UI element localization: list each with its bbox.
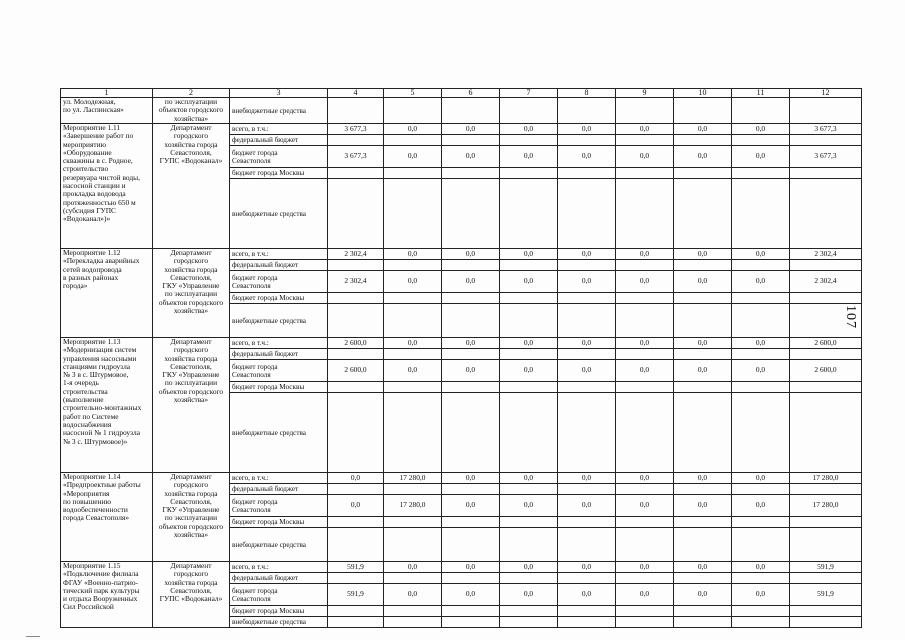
value-cell: 17 280,0 [790,495,862,517]
value-cell: 2 302,4 [328,271,384,293]
value-cell: 0,0 [616,249,674,260]
funding-source: бюджет города Москвы [230,382,328,393]
value-cell [442,393,500,473]
measure-description: Мероприятие 1.15 «Подключение филиала ФГАУ «Военно-патрио- тический парк культуры и отдыха Вооруженных Сил Российской [61,562,153,628]
value-cell [674,98,732,124]
value-cell [442,528,500,562]
measure-description: Мероприятие 1.11 «Завершение работ по мероприятию «Оборудование скважины в с. Родное, строительство резервуара чистой воды, насосной станции и прокладка водовода протяженностью 650 м (субсидия ГУПС «Водоканал»)» [61,124,153,249]
scan-mark [26,636,40,637]
value-cell [616,135,674,146]
value-cell [558,98,616,124]
carryover-row [61,98,862,124]
value-cell [442,349,500,360]
table-row [61,338,862,349]
value-cell [500,617,558,628]
value-cell [674,304,732,338]
value-cell: 0,0 [732,562,790,573]
value-cell [328,484,384,495]
value-cell [674,349,732,360]
value-cell: 2 600,0 [790,338,862,349]
value-cell [328,517,384,528]
value-cell [328,168,384,179]
value-cell: 3 677,3 [790,124,862,135]
value-cell [328,98,384,124]
funding-source: внебюджетные средства [230,179,328,249]
value-cell [674,528,732,562]
value-cell [328,293,384,304]
value-cell: 0,0 [500,495,558,517]
value-cell: 0,0 [674,584,732,606]
column-header: 7 [500,89,558,98]
value-cell [328,393,384,473]
executor: по эксплуатации объектов городского хозяйства» [153,98,230,124]
value-cell [732,304,790,338]
value-cell: 0,0 [732,584,790,606]
value-cell [674,393,732,473]
page-number: 107 [843,305,858,329]
column-header: 2 [153,89,230,98]
funding-source: всего, в т.ч.: [230,473,328,484]
value-cell: 0,0 [732,495,790,517]
value-cell [442,304,500,338]
funding-source: всего, в т.ч.: [230,338,328,349]
value-cell: 0,0 [328,495,384,517]
value-cell [500,484,558,495]
value-cell [616,304,674,338]
value-cell [790,393,862,473]
value-cell [384,617,442,628]
value-cell [616,349,674,360]
value-cell: 17 280,0 [384,473,442,484]
value-cell: 0,0 [732,338,790,349]
value-cell [790,382,862,393]
value-cell [500,260,558,271]
value-cell: 0,0 [558,495,616,517]
funding-source: федеральный бюджет [230,484,328,495]
value-cell: 0,0 [674,124,732,135]
value-cell: 0,0 [442,271,500,293]
value-cell [328,135,384,146]
value-cell [732,393,790,473]
value-cell: 0,0 [558,584,616,606]
value-cell [732,484,790,495]
column-header: 10 [674,89,732,98]
funding-source: бюджет города Москвы [230,606,328,617]
value-cell [558,382,616,393]
value-cell: 0,0 [616,562,674,573]
value-cell: 0,0 [558,249,616,260]
value-cell [558,617,616,628]
column-header: 1 [61,89,153,98]
value-cell: 0,0 [674,338,732,349]
value-cell: 0,0 [732,360,790,382]
value-cell: 0,0 [500,271,558,293]
value-cell: 2 302,4 [790,271,862,293]
value-cell [558,293,616,304]
value-cell [442,484,500,495]
value-cell: 0,0 [558,338,616,349]
value-cell [732,293,790,304]
value-cell [558,573,616,584]
value-cell [328,573,384,584]
value-cell: 0,0 [674,562,732,573]
value-cell [616,528,674,562]
value-cell [790,293,862,304]
value-cell: 3 677,3 [328,124,384,135]
value-cell: 0,0 [558,124,616,135]
value-cell [732,179,790,249]
value-cell [616,293,674,304]
funding-source: бюджет города Москвы [230,517,328,528]
funding-source: бюджет города Москвы [230,293,328,304]
value-cell: 591,9 [790,584,862,606]
funding-source: всего, в т.ч.: [230,562,328,573]
value-cell [732,606,790,617]
table-row [61,562,862,573]
value-cell: 0,0 [616,495,674,517]
measure-description: Мероприятие 1.12 «Перекладка аварийных сетей водопровода в разных районах города» [61,249,153,338]
value-cell [442,606,500,617]
value-cell [790,606,862,617]
value-cell: 0,0 [384,146,442,168]
value-cell [500,606,558,617]
value-cell [384,382,442,393]
value-cell [328,179,384,249]
value-cell: 0,0 [328,473,384,484]
funding-source: внебюджетные средства [230,98,328,124]
value-cell [500,168,558,179]
value-cell [384,179,442,249]
executor: Департамент городского хозяйства города Севастополя, ГКУ «Управление по эксплуатации объектов городского хозяйства» [153,249,230,338]
value-cell: 591,9 [328,562,384,573]
value-cell [558,135,616,146]
value-cell [674,168,732,179]
value-cell: 3 677,3 [328,146,384,168]
value-cell [616,606,674,617]
value-cell [616,617,674,628]
executor: Департамент городского хозяйства города Севастополя, ГУПС «Водоканал» [153,124,230,249]
value-cell: 0,0 [442,146,500,168]
value-cell [674,135,732,146]
value-cell [732,517,790,528]
value-cell: 0,0 [616,338,674,349]
value-cell [384,573,442,584]
executor: Департамент городского хозяйства города Севастополя, ГУПС «Водоканал» [153,562,230,628]
value-cell: 0,0 [384,249,442,260]
value-cell: 0,0 [384,584,442,606]
value-cell: 0,0 [500,146,558,168]
funding-source: внебюджетные средства [230,393,328,473]
funding-source: внебюджетные средства [230,528,328,562]
value-cell: 0,0 [616,584,674,606]
value-cell [500,382,558,393]
value-cell [384,98,442,124]
value-cell: 0,0 [616,271,674,293]
value-cell [328,617,384,628]
value-cell: 17 280,0 [384,495,442,517]
value-cell [674,179,732,249]
value-cell [674,573,732,584]
value-cell: 0,0 [616,124,674,135]
value-cell [500,98,558,124]
value-cell [384,293,442,304]
value-cell [732,98,790,124]
funding-source: бюджет города Севастополя [230,495,328,517]
value-cell [384,304,442,338]
value-cell [384,606,442,617]
value-cell [732,168,790,179]
value-cell [616,179,674,249]
value-cell: 0,0 [732,146,790,168]
value-cell [616,260,674,271]
value-cell [790,349,862,360]
value-cell [790,168,862,179]
funding-source: федеральный бюджет [230,349,328,360]
value-cell [790,484,862,495]
value-cell [328,304,384,338]
value-cell [500,528,558,562]
value-cell [616,484,674,495]
value-cell [328,260,384,271]
value-cell [500,517,558,528]
value-cell [328,528,384,562]
value-cell: 0,0 [500,562,558,573]
value-cell [558,517,616,528]
value-cell [790,528,862,562]
value-cell: 0,0 [442,584,500,606]
value-cell: 0,0 [616,473,674,484]
header-row [61,89,862,98]
value-cell [790,98,862,124]
table-row [61,124,862,135]
value-cell: 0,0 [674,360,732,382]
column-header: 5 [384,89,442,98]
value-cell [732,573,790,584]
column-header: 4 [328,89,384,98]
value-cell [328,349,384,360]
value-cell [442,573,500,584]
value-cell [384,135,442,146]
value-cell [558,304,616,338]
value-cell: 0,0 [442,249,500,260]
value-cell: 591,9 [328,584,384,606]
value-cell [558,179,616,249]
funding-source: бюджет города Севастополя [230,360,328,382]
value-cell: 2 600,0 [328,360,384,382]
value-cell [442,168,500,179]
executor: Департамент городского хозяйства города Севастополя, ГКУ «Управление по эксплуатации объектов городского хозяйства» [153,473,230,562]
funding-source: внебюджетные средства [230,617,328,628]
value-cell [558,484,616,495]
value-cell [558,393,616,473]
value-cell [674,617,732,628]
measure-description: Мероприятие 1.13 «Модернизация систем управления насосными станциями гидроузла № 3 в с. Штурмовое, 1-я очередь строительства (выполнение строительно-монтажных работ по Системе водоснабжения насосной № 1 гидроузла № 3 с. Штурмовое)» [61,338,153,473]
budget-table [60,88,862,628]
value-cell [384,349,442,360]
value-cell [732,260,790,271]
column-header: 12 [790,89,862,98]
value-cell: 3 677,3 [790,146,862,168]
value-cell [384,517,442,528]
value-cell [500,179,558,249]
value-cell [616,98,674,124]
value-cell [442,517,500,528]
value-cell: 0,0 [442,495,500,517]
value-cell [500,573,558,584]
value-cell [442,293,500,304]
value-cell [500,304,558,338]
value-cell: 0,0 [442,338,500,349]
funding-source: бюджет города Севастополя [230,271,328,293]
value-cell: 0,0 [674,473,732,484]
value-cell: 0,0 [674,495,732,517]
value-cell [442,382,500,393]
value-cell: 0,0 [384,271,442,293]
value-cell: 0,0 [384,124,442,135]
value-cell: 0,0 [616,360,674,382]
value-cell [384,168,442,179]
value-cell [500,393,558,473]
value-cell: 0,0 [442,473,500,484]
value-cell [732,528,790,562]
value-cell [442,179,500,249]
value-cell: 0,0 [500,473,558,484]
value-cell: 0,0 [558,473,616,484]
executor: Департамент городского хозяйства города Севастополя, ГКУ «Управление по эксплуатации объектов городского хозяйства» [153,338,230,473]
funding-source: бюджет города Севастополя [230,146,328,168]
value-cell: 0,0 [500,360,558,382]
value-cell: 0,0 [616,146,674,168]
value-cell [558,606,616,617]
value-cell: 0,0 [732,271,790,293]
value-cell: 591,9 [790,562,862,573]
value-cell: 0,0 [732,473,790,484]
value-cell [732,617,790,628]
value-cell [384,528,442,562]
value-cell [328,382,384,393]
value-cell [558,260,616,271]
funding-source: бюджет города Москвы [230,168,328,179]
value-cell [384,260,442,271]
value-cell [558,528,616,562]
value-cell [790,135,862,146]
value-cell: 0,0 [558,562,616,573]
value-cell [616,382,674,393]
value-cell [616,573,674,584]
value-cell [558,168,616,179]
value-cell: 0,0 [500,584,558,606]
value-cell: 0,0 [558,146,616,168]
value-cell: 0,0 [558,271,616,293]
value-cell [732,135,790,146]
value-cell [674,484,732,495]
funding-source: всего, в т.ч.: [230,249,328,260]
value-cell [674,260,732,271]
value-cell [384,484,442,495]
value-cell [442,98,500,124]
column-header: 3 [230,89,328,98]
value-cell: 0,0 [674,271,732,293]
value-cell [616,393,674,473]
value-cell [616,168,674,179]
value-cell: 0,0 [384,360,442,382]
funding-source: бюджет города Севастополя [230,584,328,606]
value-cell: 2 600,0 [328,338,384,349]
column-header: 8 [558,89,616,98]
value-cell: 0,0 [674,146,732,168]
table-row [61,473,862,484]
value-cell [616,517,674,528]
measure-description: ул. Молодежная, по ул. Ласпинская» [61,98,153,124]
column-header: 11 [732,89,790,98]
value-cell: 0,0 [442,124,500,135]
value-cell [500,349,558,360]
funding-source: федеральный бюджет [230,573,328,584]
value-cell [500,135,558,146]
value-cell: 2 302,4 [328,249,384,260]
funding-source: федеральный бюджет [230,135,328,146]
value-cell: 0,0 [500,124,558,135]
value-cell [500,293,558,304]
value-cell [732,382,790,393]
value-cell [328,606,384,617]
value-cell: 0,0 [732,124,790,135]
value-cell [674,517,732,528]
value-cell [674,606,732,617]
value-cell: 0,0 [500,249,558,260]
value-cell: 0,0 [384,338,442,349]
value-cell [790,179,862,249]
value-cell [790,573,862,584]
value-cell: 0,0 [558,360,616,382]
value-cell [442,260,500,271]
table-row [61,249,862,260]
value-cell: 0,0 [674,249,732,260]
value-cell: 2 302,4 [790,249,862,260]
funding-source: федеральный бюджет [230,260,328,271]
column-header: 9 [616,89,674,98]
value-cell: 0,0 [732,249,790,260]
value-cell [674,293,732,304]
value-cell: 17 280,0 [790,473,862,484]
value-cell [790,260,862,271]
value-cell [790,517,862,528]
value-cell [442,135,500,146]
measure-description: Мероприятие 1.14 «Предпроектные работы «Мероприятия по повышению водообеспеченности города Севастополя» [61,473,153,562]
value-cell: 0,0 [442,562,500,573]
value-cell: 0,0 [500,338,558,349]
funding-source: внебюджетные средства [230,304,328,338]
value-cell [790,617,862,628]
value-cell: 0,0 [384,562,442,573]
value-cell: 0,0 [442,360,500,382]
funding-source: всего, в т.ч.: [230,124,328,135]
value-cell: 2 600,0 [790,360,862,382]
value-cell [674,382,732,393]
value-cell [558,349,616,360]
column-header: 6 [442,89,500,98]
value-cell [732,349,790,360]
value-cell [442,617,500,628]
value-cell [384,393,442,473]
